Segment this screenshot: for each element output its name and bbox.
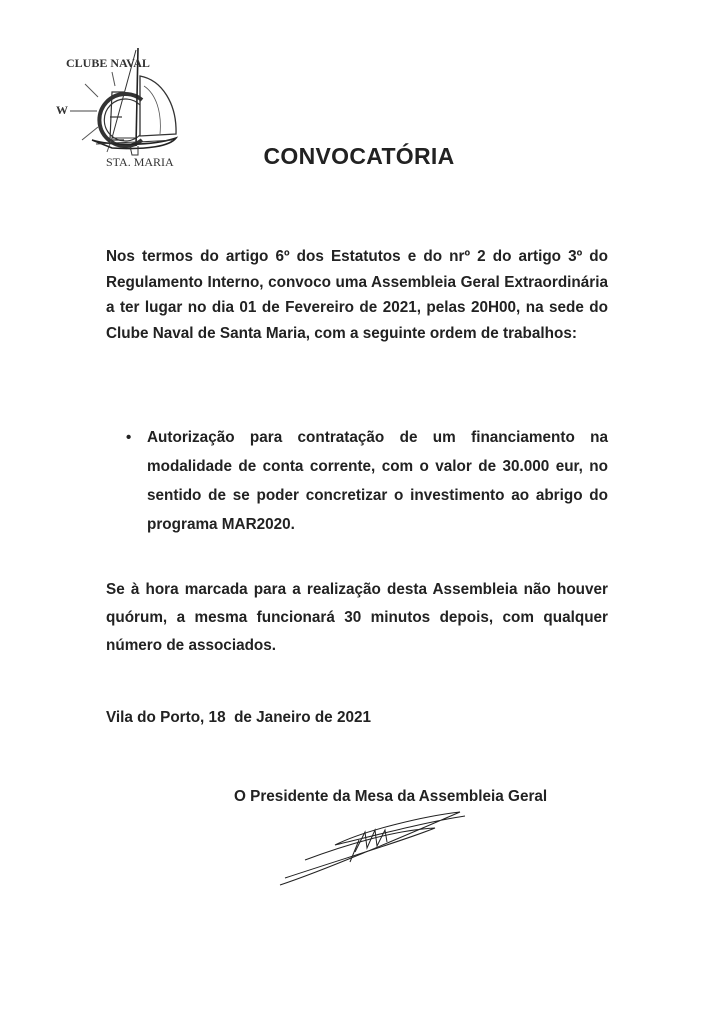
logo-text-clube-naval: CLUBE NAVAL [66, 56, 150, 70]
place-and-date: Vila do Porto, 18 de Janeiro de 2021 [106, 709, 371, 726]
document-title-text: CONVOCATÓRIA [263, 143, 455, 169]
logo-text-compass-w: W [56, 103, 68, 117]
agenda-list [120, 423, 608, 539]
agenda-item-text: Autorização para contratação de um financiamento na modalidade de conta corrente, com o valor de 30.000 eur, no sentido de se poder concretizar o investimento ao abrigo do programa MAR2020. [147, 429, 608, 533]
intro-paragraph: Nos termos do artigo 6º dos Estatutos e do nrº 2 do artigo 3º do Regulamento Interno, convoco uma Assembleia Geral Extraordinária a ter lugar no dia 01 de Fevereiro de 2021, pelas 20H00, na sede do Clube Naval de Santa Maria, com a seguinte ordem de trabalhos: [106, 248, 608, 342]
agenda-item [120, 423, 608, 539]
bullet-icon: • [126, 429, 132, 446]
quorum-paragraph: Se à hora marcada para a realização desta Assembleia não houver quórum, a mesma funcionará 30 minutos depois, com qualquer número de associados. [106, 581, 608, 654]
document-title [0, 143, 718, 170]
signatory-title: O Presidente da Mesa da Assembleia Geral [234, 788, 548, 805]
logo-text-sta-maria: STA. MARIA [106, 155, 174, 169]
handwritten-signature-icon [275, 800, 475, 895]
